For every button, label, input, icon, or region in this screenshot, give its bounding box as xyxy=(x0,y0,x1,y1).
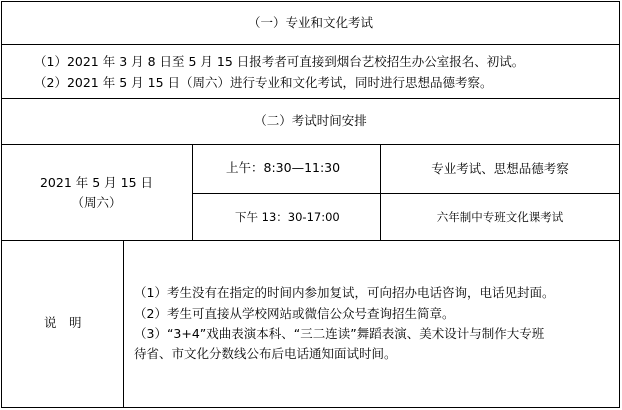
section1-line1: （1）2021 年 3 月 8 日至 5 月 15 日报考者可直接到烟台艺校招生办公室报名、初试。 xyxy=(34,54,525,69)
table-rule xyxy=(123,240,124,407)
table-rule xyxy=(1,144,620,145)
table-rule xyxy=(192,144,193,240)
table-rule xyxy=(1,44,620,45)
section1-title: （一）专业和文化考试 xyxy=(247,15,373,30)
exam-weekday: （周六） xyxy=(71,195,122,210)
afternoon-subject: 六年制中专班文化课考试 xyxy=(436,210,564,224)
table-rule xyxy=(1,240,620,241)
table-border-bottom xyxy=(1,407,620,408)
notes-line1: （1）考生没有在指定的时间内参加复试，可向招办电话咨询，电话见封面。 xyxy=(134,285,555,300)
notes-label: 说 明 xyxy=(44,315,82,330)
table-rule xyxy=(380,144,381,240)
afternoon-time: 下午 13：30-17:00 xyxy=(235,210,340,224)
notes-line3: （3）“3+4”戏曲表演本科、“三二连读”舞蹈表演、美术设计与制作大专班 xyxy=(134,326,545,341)
table-rule xyxy=(192,193,620,194)
morning-time: 上午：8:30—11:30 xyxy=(226,160,341,175)
section1-line2: （2）2021 年 5 月 15 日（周六）进行专业和文化考试，同时进行思想品德考察。 xyxy=(34,75,493,90)
exam-date: 2021 年 5 月 15 日 xyxy=(39,175,154,190)
notes-line2: （2）考生可直接从学校网站或微信公众号查询招生简章。 xyxy=(134,306,455,321)
section2-title: （二）考试时间安排 xyxy=(254,113,367,128)
morning-subject: 专业考试、思想品德考察 xyxy=(431,161,569,176)
table-rule xyxy=(1,98,620,99)
table-border-right xyxy=(619,1,620,408)
notes-line4: 待省、市文化分数线公布后电话通知面试时间。 xyxy=(134,346,397,361)
table-border-top xyxy=(1,1,620,2)
